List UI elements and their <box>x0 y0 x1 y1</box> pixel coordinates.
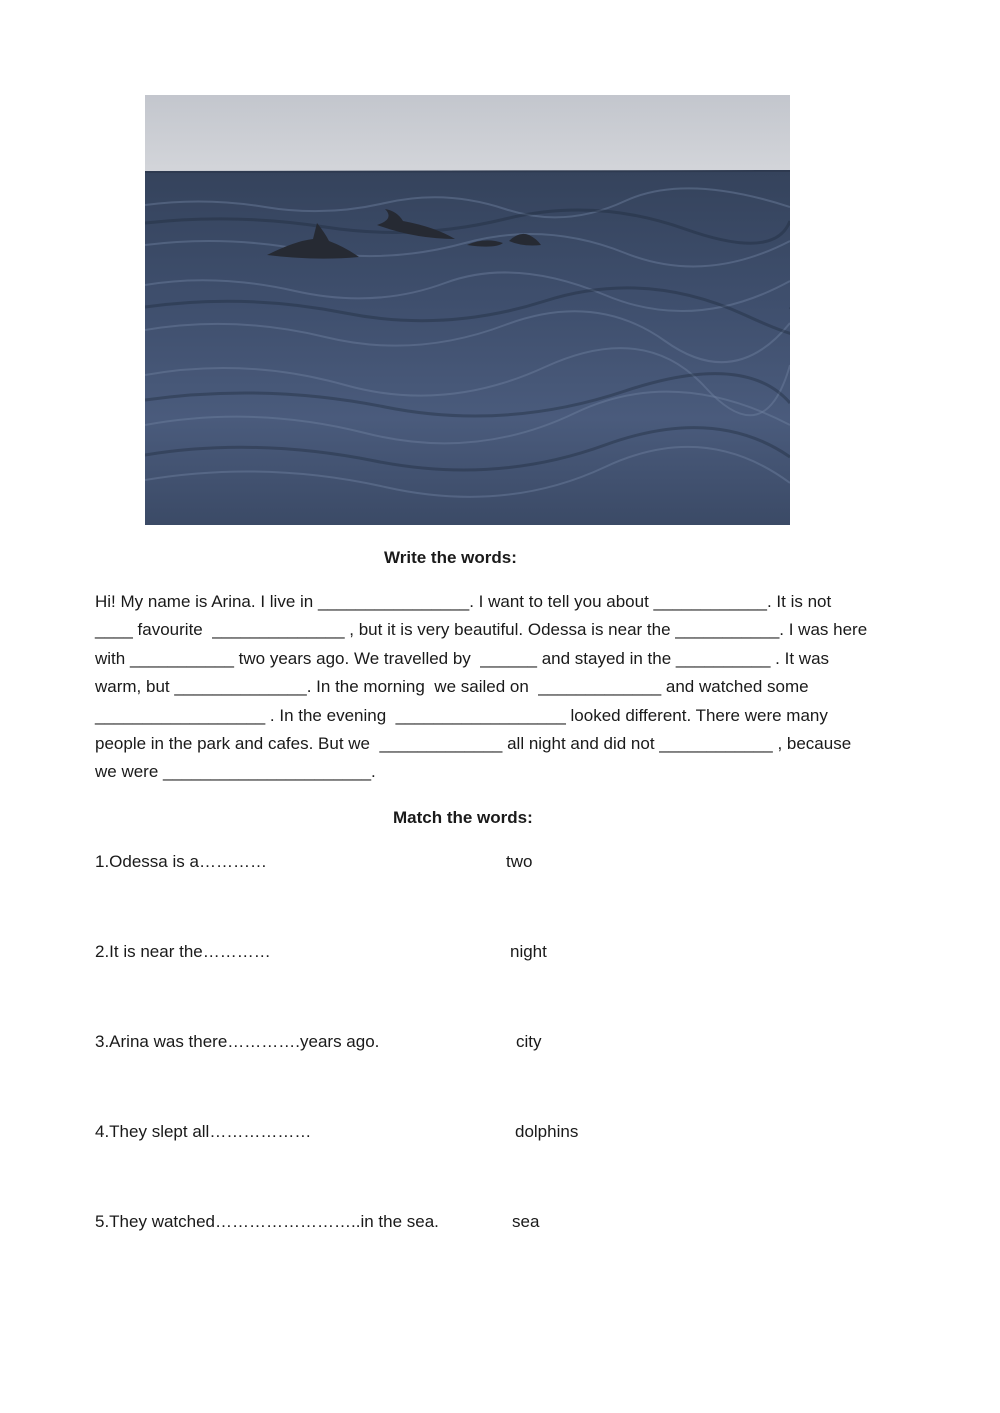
match-item-4-word: dolphins <box>515 1122 579 1141</box>
match-item-1-word: two <box>506 852 533 871</box>
text-line-1: Hi! My name is Arina. I live in ________________. I want to tell you about ____________. It is not <box>95 592 832 611</box>
text-line-4: warm, but ______________. In the morning we sailed on _____________ and watched some <box>95 677 809 696</box>
sky <box>145 95 790 173</box>
match-words-heading: Match the words: <box>393 808 533 827</box>
match-item-1-sentence: 1.Odessa is a………… <box>95 852 267 871</box>
dolphins-photo-image <box>145 95 790 525</box>
dolphins-photo <box>145 95 790 525</box>
match-item-3-word: city <box>516 1032 542 1051</box>
match-item-5-sentence: 5.They watched……………………..in the sea. <box>95 1212 439 1231</box>
match-item-3-sentence: 3.Arina was there………….years ago. <box>95 1032 380 1051</box>
text-line-7: we were ______________________. <box>95 762 376 781</box>
text-line-6: people in the park and cafes. But we _____________ all night and did not ____________ , because <box>95 734 852 753</box>
match-item-2-sentence: 2.It is near the………… <box>95 942 271 961</box>
match-item-5-word: sea <box>512 1212 540 1231</box>
text-line-3: with ___________ two years ago. We travelled by ______ and stayed in the __________ . It was <box>95 649 830 668</box>
write-words-heading: Write the words: <box>384 548 517 567</box>
match-item-4-sentence: 4.They slept all……………… <box>95 1122 312 1141</box>
horizon-line <box>145 171 790 172</box>
text-line-2: ____ favourite ______________ , but it is very beautiful. Odessa is near the ___________. I was here <box>95 620 868 639</box>
match-item-2-word: night <box>510 942 547 961</box>
text-line-5: __________________ . In the evening __________________ looked different. There were many <box>95 706 828 725</box>
